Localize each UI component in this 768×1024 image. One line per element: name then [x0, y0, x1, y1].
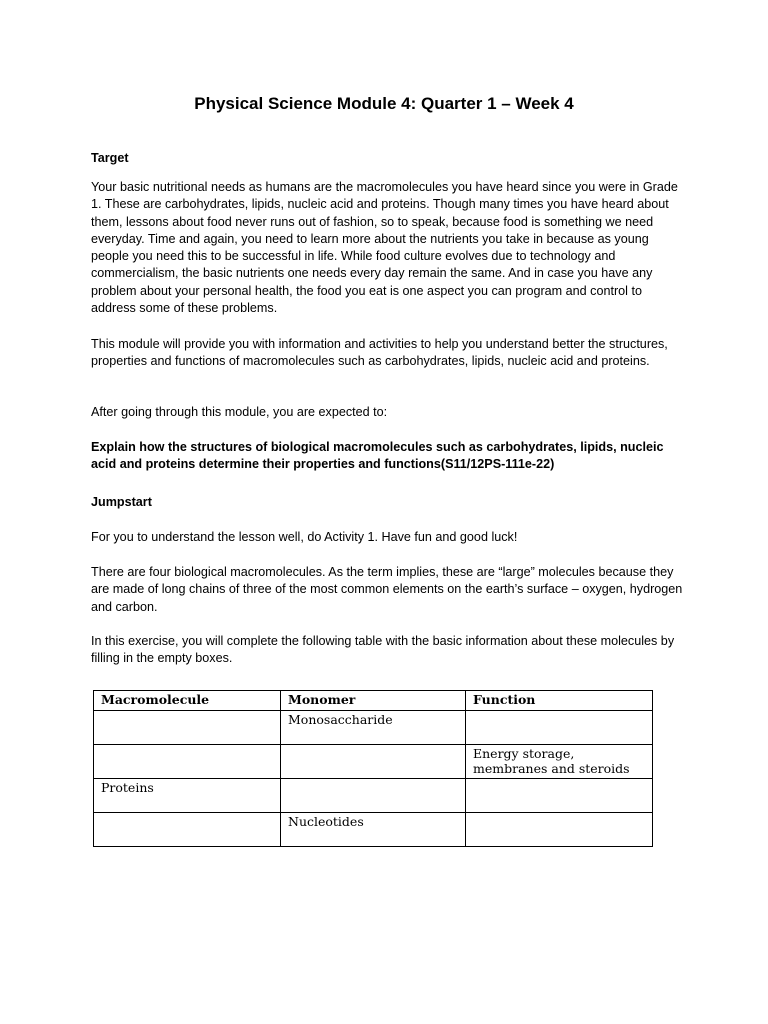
- target-paragraph-2: This module will provide you with information and activities to help you understand better the structures, properties and functions of macromolecules such as carbohydrates, lipids, nucleic acid and proteins.: [91, 337, 668, 369]
- header-monomer: Monomer: [281, 691, 466, 711]
- table-row: [94, 711, 653, 745]
- table-cell: Nucleotides: [281, 813, 466, 847]
- table-cell: [466, 711, 653, 745]
- section-heading-jumpstart: Jumpstart: [91, 495, 152, 509]
- table-cell: Energy storage, membranes and steroids: [466, 745, 653, 779]
- learning-objective: Explain how the structures of biological macromolecules such as carbohydrates, lipids, nucleic acid and proteins determine their properties and functions(S11/12PS-111e-22): [91, 440, 664, 472]
- table-header-row: [94, 691, 653, 711]
- table-row: [94, 745, 653, 779]
- target-paragraph-3: After going through this module, you are expected to:: [91, 405, 388, 419]
- table-cell: [281, 779, 466, 813]
- jumpstart-paragraph-2: There are four biological macromolecules. As the term implies, these are “large” molecules because they are made of long chains of three of the most common elements on the earth’s surface – oxygen, hydrogen and carbon.: [91, 565, 683, 614]
- target-paragraph-1: Your basic nutritional needs as humans are the macromolecules you have heard since you were in Grade 1. These are carbohydrates, lipids, nucleic acid and proteins. Though many times you have heard about them, lessons about food never runs out of fashion, so to speak, because food is something we need everyday. Time and again, you need to learn more about the nutrients you take in because as young people you need this to be successful in life. While food culture evolves due to technology and commercialism, the basic nutrients one needs every day remain the same. And in case you have any problem about your personal health, the food you eat is one aspect you can program and control to address some of these problems.: [91, 180, 678, 316]
- table-cell: [281, 745, 466, 779]
- table-row: [94, 813, 653, 847]
- header-macromolecule: Macromolecule: [94, 691, 281, 711]
- macromolecule-table: [93, 690, 653, 847]
- section-heading-target: Target: [91, 151, 129, 165]
- table-cell: [94, 711, 281, 745]
- table-cell: Monosaccharide: [281, 711, 466, 745]
- table-row: [94, 779, 653, 813]
- table-cell: [94, 813, 281, 847]
- jumpstart-paragraph-3: In this exercise, you will complete the following table with the basic information about these molecules by filling in the empty boxes.: [91, 634, 675, 666]
- table-cell: [94, 745, 281, 779]
- table-cell: [466, 779, 653, 813]
- jumpstart-paragraph-1: For you to understand the lesson well, do Activity 1. Have fun and good luck!: [91, 530, 518, 544]
- header-function: Function: [466, 691, 653, 711]
- page-title: Physical Science Module 4: Quarter 1 – Week 4: [194, 94, 574, 113]
- table-cell: Proteins: [94, 779, 281, 813]
- table-cell: [466, 813, 653, 847]
